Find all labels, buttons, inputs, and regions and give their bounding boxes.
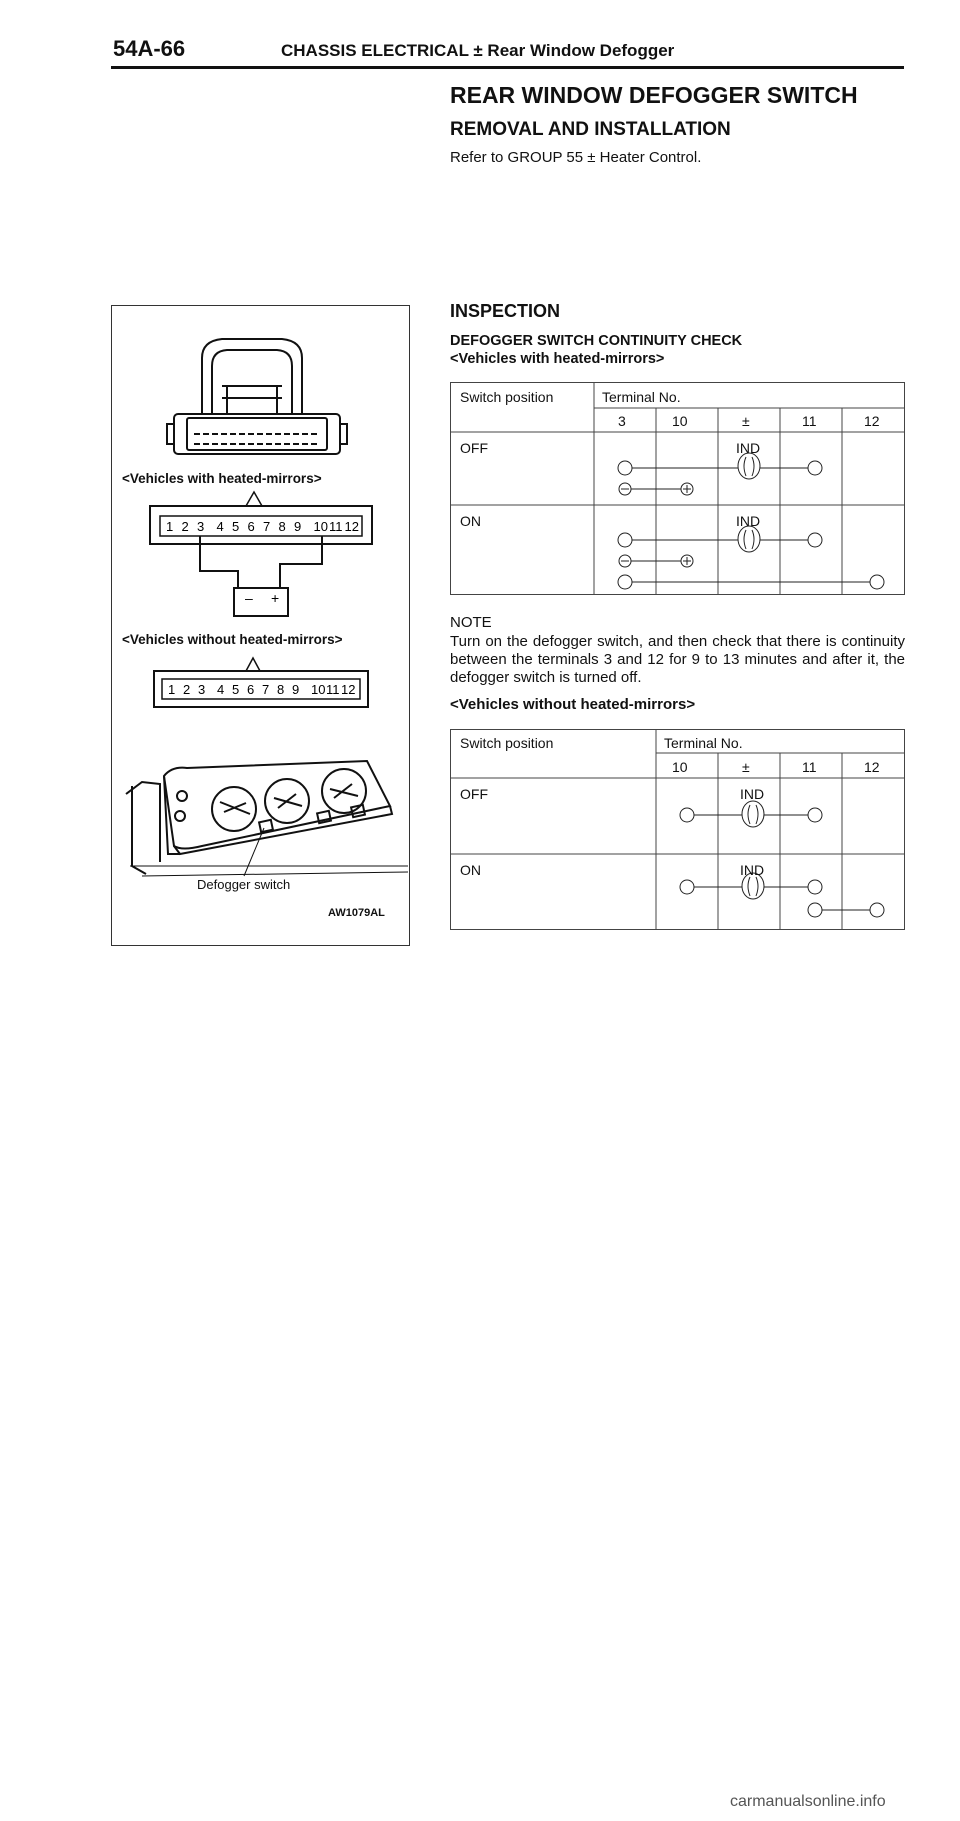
figure-panel [111, 305, 410, 946]
defogger-switch-label: Defogger switch [197, 877, 291, 892]
note-text: Turn on the defogger switch, and then check that there is continuity between the terminals 3 and 12 for 9 to 13 minutes and after it, the defogger switch is turned off. [450, 633, 905, 686]
header-switch-position: Switch position [460, 735, 554, 751]
connector-pin-label: 1 [166, 519, 174, 534]
terminal-label: 10 [672, 759, 688, 775]
row-position-on: ON [460, 513, 481, 529]
connector-pin-label: 5 [232, 519, 240, 534]
check-heading: DEFOGGER SWITCH CONTINUITY CHECK [450, 333, 743, 349]
removal-text: Refer to GROUP 55 ± Heater Control. [450, 149, 702, 166]
header-terminal-no: Terminal No. [664, 735, 743, 751]
continuity-off-diagram [618, 453, 822, 495]
section-title: REAR WINDOW DEFOGGER SWITCH [450, 82, 858, 108]
terminal-label: ± [742, 413, 750, 429]
variant-with-heading: <Vehicles with heated-mirrors> [450, 351, 665, 367]
connector-face-without [154, 658, 368, 707]
terminal-label: 10 [672, 413, 688, 429]
connector-pin-label: 4 [216, 519, 224, 534]
indicator-label: IND [736, 513, 761, 529]
connector-pin-label: 6 [247, 519, 255, 534]
connector-pin-label: 3 [197, 519, 205, 534]
connector-pin-label: 9 [294, 519, 302, 534]
battery-minus: – [245, 590, 253, 606]
terminal-label: 12 [864, 759, 880, 775]
figure-caption-without: <Vehicles without heated-mirrors> [122, 632, 343, 647]
connector-pin-label: 8 [278, 519, 286, 534]
connector-pin-label: 7 [263, 519, 271, 534]
connector-pin-label: 12 [344, 519, 359, 534]
continuity-off-diagram-without [680, 801, 822, 827]
connector-pin-label: 3 [198, 682, 206, 697]
connector-pin-label: 4 [217, 682, 225, 697]
terminal-label: ± [742, 759, 750, 775]
heater-control-panel-drawing [126, 761, 408, 876]
connector-pin-label: 11 [329, 519, 343, 534]
connector-pin-label: 10 [313, 519, 328, 534]
connector-pin-label: 11 [326, 682, 340, 697]
connector-pin-label: 2 [183, 682, 191, 697]
continuity-on-diagram-without [680, 873, 884, 917]
inspection-heading: INSPECTION [450, 301, 561, 321]
indicator-label: IND [740, 786, 765, 802]
terminal-label: 12 [864, 413, 880, 429]
connector-pin-label: 10 [311, 682, 326, 697]
header-switch-position: Switch position [460, 389, 554, 405]
connector-pin-label: 6 [247, 682, 255, 697]
header-terminal-no: Terminal No. [602, 389, 681, 405]
battery-plus: + [271, 590, 280, 606]
figure-caption-with: <Vehicles with heated-mirrors> [122, 471, 322, 486]
connector-face-with [150, 492, 372, 616]
row-position-off: OFF [460, 786, 488, 802]
connector-housing-drawing [167, 339, 347, 454]
continuity-table-with [450, 382, 905, 595]
header-title: CHASSIS ELECTRICAL ± Rear Window Defogger [281, 41, 675, 60]
header-rule [111, 66, 904, 69]
page-number: 54A-66 [113, 36, 186, 61]
switch-illustration [112, 306, 409, 945]
connector-pin-label: 1 [168, 682, 176, 697]
indicator-label: IND [740, 862, 765, 878]
figure-code: AW1079AL [328, 907, 385, 919]
watermark: carmanualsonline.info [730, 1793, 886, 1810]
connector-pin-label: 5 [232, 682, 240, 697]
row-position-on: ON [460, 862, 481, 878]
indicator-label: IND [736, 440, 761, 456]
terminal-label: 3 [618, 413, 626, 429]
terminal-label: 11 [802, 413, 817, 429]
continuity-table-without [450, 729, 905, 930]
connector-pin-label: 8 [277, 682, 285, 697]
variant-without-heading: <Vehicles without heated-mirrors> [450, 696, 696, 713]
connector-pin-label: 9 [292, 682, 300, 697]
note-label: NOTE [450, 614, 492, 631]
connector-pin-label: 12 [341, 682, 356, 697]
terminal-label: 11 [802, 759, 817, 775]
connector-pin-label: 2 [181, 519, 189, 534]
removal-heading: REMOVAL AND INSTALLATION [450, 119, 731, 140]
row-position-off: OFF [460, 440, 488, 456]
continuity-on-diagram [618, 526, 884, 589]
connector-pin-label: 7 [262, 682, 270, 697]
